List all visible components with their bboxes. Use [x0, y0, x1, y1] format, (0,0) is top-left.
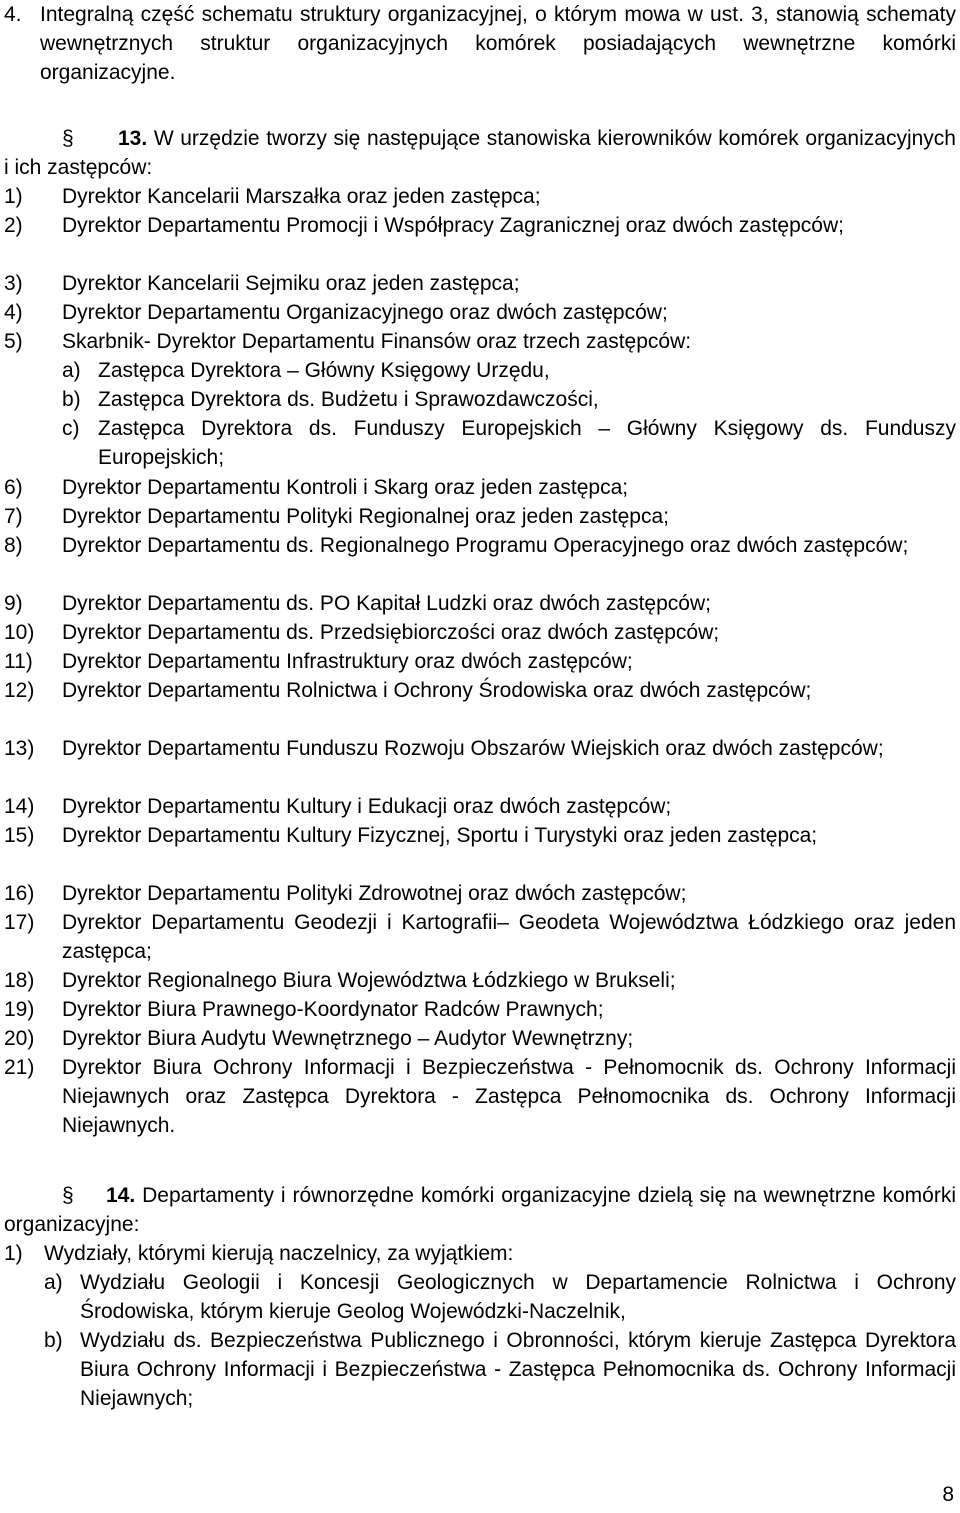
list-number: 10)	[4, 621, 35, 644]
list-item	[4, 676, 956, 705]
list-number: 19)	[4, 998, 35, 1021]
list-text: Dyrektor Kancelarii Sejmiku oraz jeden zastępca;	[62, 272, 520, 295]
sub-list-item	[62, 414, 956, 472]
list-text: Integralną część schematu struktury organizacyjnej, o którym mowa w ust. 3, stanowią schematy wewnętrznych struktur organizacyjnych komórek posiadających wewnętrzne komórki organizacyjne.	[40, 3, 956, 84]
list-item	[4, 966, 956, 995]
list-letter: b)	[44, 1329, 63, 1352]
list-number: 14)	[4, 795, 35, 818]
sub-list-item	[62, 356, 956, 385]
list-text: Dyrektor Departamentu Polityki Zdrowotnej oraz dwóch zastępców;	[62, 882, 687, 905]
list-number: 11)	[4, 650, 33, 673]
list-item	[4, 821, 956, 850]
list-number: 9)	[4, 592, 23, 615]
section-intro-text: W urzędzie tworzy się następujące stanowiska kierowników komórek organizacyjnych i ich zastępców:	[4, 127, 956, 179]
list-text: Dyrektor Kancelarii Marszałka oraz jeden zastępca;	[62, 185, 541, 208]
list-number: 4.	[4, 3, 22, 26]
list-item	[4, 792, 956, 821]
list-letter: c)	[62, 417, 80, 440]
list-text: Dyrektor Departamentu ds. PO Kapitał Ludzki oraz dwóch zastępców;	[62, 592, 711, 615]
list-item	[4, 589, 956, 618]
list-item	[4, 618, 956, 647]
list-text: Zastępca Dyrektora ds. Funduszy Europejskich – Główny Księgowy ds. Funduszy Europejskich;	[98, 417, 956, 469]
list-item	[4, 908, 956, 966]
list-item	[4, 1053, 956, 1140]
list-number: 17)	[4, 911, 35, 934]
sub-list-item	[62, 385, 956, 414]
list-number: 6)	[4, 476, 23, 499]
list-text: Dyrektor Biura Prawnego-Koordynator Radców Prawnych;	[62, 998, 604, 1021]
list-item	[4, 1239, 956, 1268]
list-text: Dyrektor Departamentu Kontroli i Skarg oraz jeden zastępca;	[62, 476, 629, 499]
list-text: Dyrektor Departamentu Promocji i Współpracy Zagranicznej oraz dwóch zastępców;	[62, 214, 844, 237]
list-item	[4, 473, 956, 502]
list-text: Dyrektor Biura Ochrony Informacji i Bezpieczeństwa - Pełnomocnik ds. Ochrony Informacji Niejawnych oraz Zastępca Dyrektora - Zastępca Pełnomocnika ds. Ochrony Informacji Niejawnych.	[62, 1056, 956, 1137]
list-item	[4, 995, 956, 1024]
list-number: 1)	[4, 185, 23, 208]
list-letter: a)	[62, 359, 81, 382]
list-text: Dyrektor Departamentu Kultury i Edukacji oraz dwóch zastępców;	[62, 795, 672, 818]
list-text: Zastępca Dyrektora ds. Budżetu i Sprawozdawczości,	[98, 388, 599, 411]
list-text: Dyrektor Biura Audytu Wewnętrznego – Audytor Wewnętrzny;	[62, 1027, 634, 1050]
list-item	[4, 298, 956, 327]
list-item	[4, 879, 956, 908]
list-text: Dyrektor Departamentu Funduszu Rozwoju Obszarów Wiejskich oraz dwóch zastępców;	[62, 737, 884, 760]
list-item	[4, 647, 956, 676]
list-text: Skarbnik- Dyrektor Departamentu Finansów oraz trzech zastępców:	[62, 330, 692, 353]
section-intro-text: Departamenty i równorzędne komórki organizacyjne dzielą się na wewnętrzne komórki organizacyjne:	[4, 1184, 956, 1236]
list-text: Dyrektor Regionalnego Biura Województwa Łódzkiego w Brukseli;	[62, 969, 676, 992]
list-number: 3)	[4, 272, 23, 295]
list-text: Dyrektor Departamentu ds. Regionalnego Programu Operacyjnego oraz dwóch zastępców;	[62, 534, 909, 557]
list-text: Wydziały, którymi kierują naczelnicy, za wyjątkiem:	[44, 1242, 514, 1265]
section-13-intro	[4, 124, 956, 182]
list-item	[4, 1024, 956, 1053]
list-text: Dyrektor Departamentu Organizacyjnego oraz dwóch zastępców;	[62, 301, 668, 324]
list-number: 20)	[4, 1027, 35, 1050]
page-number: 8	[942, 1483, 954, 1506]
sub-list-item	[44, 1326, 956, 1413]
list-item	[4, 269, 956, 298]
list-number: 5)	[4, 330, 23, 353]
list-text: Wydziału Geologii i Koncesji Geologicznych w Departamencie Rolnictwa i Ochrony Środowiska, którym kieruje Geolog Wojewódzki-Naczelnik,	[80, 1271, 956, 1323]
list-number: 18)	[4, 969, 35, 992]
list-number: 2)	[4, 214, 23, 237]
list-text: Dyrektor Departamentu Geodezji i Kartografii– Geodeta Województwa Łódzkiego oraz jeden zastępca;	[62, 911, 956, 963]
list-item	[4, 0, 956, 87]
list-number: 4)	[4, 301, 23, 324]
sub-list-item	[44, 1268, 956, 1326]
section-number: 14.	[106, 1184, 136, 1207]
list-item	[4, 502, 956, 531]
list-number: 15)	[4, 824, 35, 847]
list-number: 8)	[4, 534, 23, 557]
section-number: 13.	[118, 127, 148, 150]
list-letter: a)	[44, 1271, 63, 1294]
list-text: Dyrektor Departamentu Infrastruktury oraz dwóch zastępców;	[62, 650, 633, 673]
list-text: Dyrektor Departamentu ds. Przedsiębiorczości oraz dwóch zastępców;	[62, 621, 720, 644]
paragraph-sign: §	[62, 127, 74, 150]
list-number: 12)	[4, 679, 35, 702]
list-number: 21)	[4, 1056, 35, 1079]
list-text: Dyrektor Departamentu Rolnictwa i Ochrony Środowiska oraz dwóch zastępców;	[62, 679, 812, 702]
list-text: Dyrektor Departamentu Kultury Fizycznej, Sportu i Turystyki oraz jeden zastępca;	[62, 824, 818, 847]
list-number: 7)	[4, 505, 23, 528]
list-number: 1)	[4, 1242, 23, 1265]
list-letter: b)	[62, 388, 81, 411]
list-item	[4, 182, 956, 211]
list-number: 13)	[4, 737, 35, 760]
list-item	[4, 531, 956, 560]
section-14-intro	[4, 1181, 956, 1239]
paragraph-sign: §	[62, 1184, 74, 1207]
list-text: Dyrektor Departamentu Polityki Regionalnej oraz jeden zastępca;	[62, 505, 669, 528]
list-text: Zastępca Dyrektora – Główny Księgowy Urzędu,	[98, 359, 550, 382]
list-item	[4, 211, 956, 240]
list-item	[4, 327, 956, 356]
list-item	[4, 734, 956, 763]
list-number: 16)	[4, 882, 35, 905]
list-text: Wydziału ds. Bezpieczeństwa Publicznego i Obronności, którym kieruje Zastępca Dyrektora Biura Ochrony Informacji i Bezpieczeństwa - Zastępca Pełnomocnika ds. Ochrony Informacji Niejawnych;	[80, 1329, 956, 1410]
